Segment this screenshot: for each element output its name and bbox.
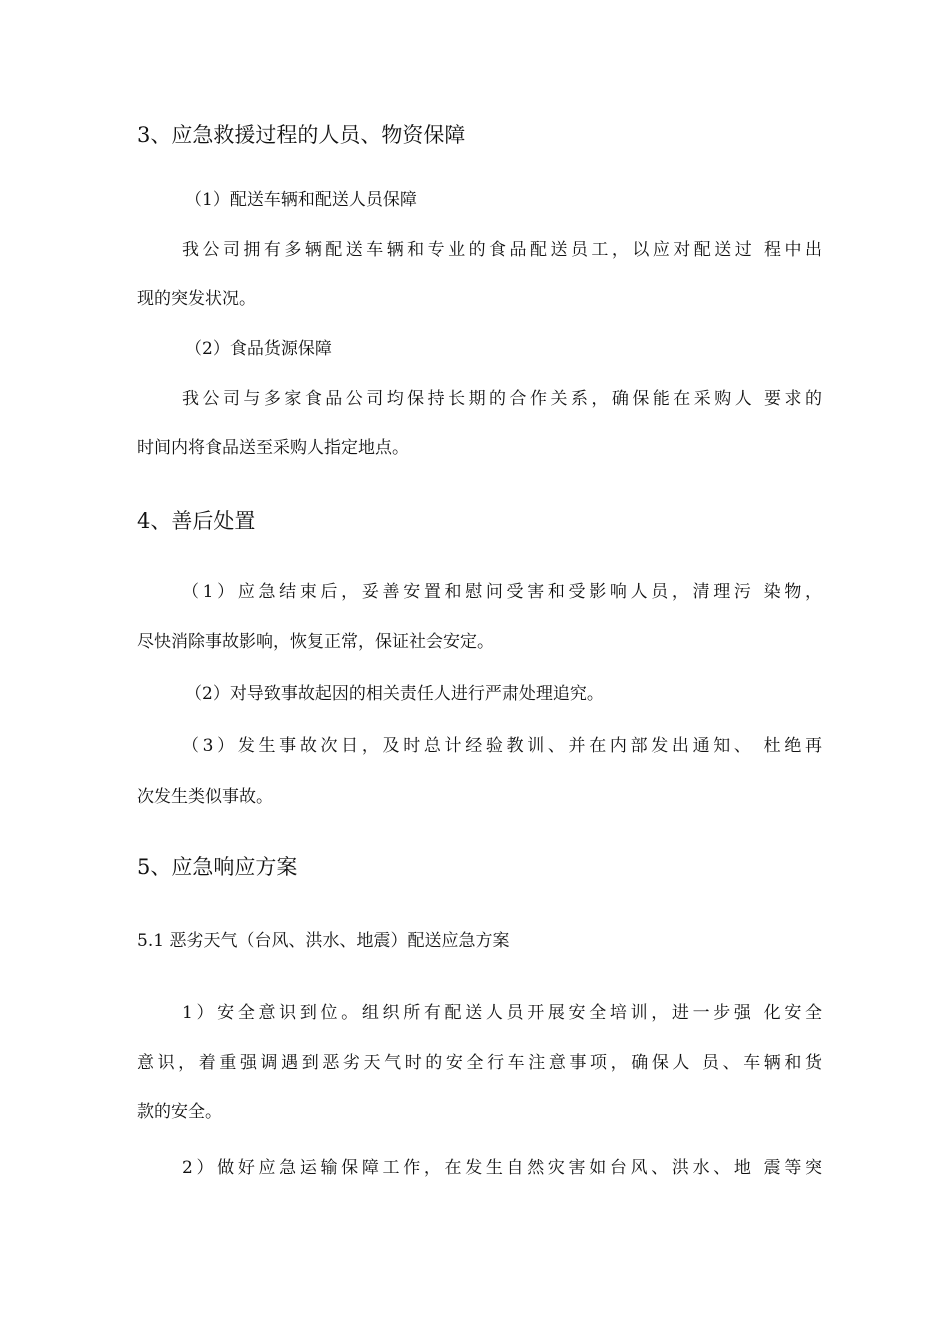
section-5-1-item2-line1: 2）做好应急运输保障工作，在发生自然灾害如台风、洪水、地 震等突	[182, 1158, 822, 1178]
section-3-sub2-line1: 我公司与多家食品公司均保持长期的合作关系，确保能在采购人 要求的	[182, 389, 822, 409]
section-5-1-item1-line3: 款的安全。	[137, 1102, 222, 1122]
section-4-item1-line1: （1）应急结束后，妥善安置和慰问受害和受影响人员，清理污 染物，	[182, 582, 822, 602]
section-5-1-item1-line1: 1）安全意识到位。组织所有配送人员开展安全培训，进一步强 化安全	[182, 1003, 822, 1023]
section-4-heading: 4、善后处置	[137, 509, 256, 533]
section-3-heading: 3、应急救援过程的人员、物资保障	[137, 123, 466, 147]
section-3-sub1-line2: 现的突发状况。	[137, 289, 256, 309]
section-3-sub1-title: （1）配送车辆和配送人员保障	[185, 190, 417, 210]
section-4-item1-line2: 尽快消除事故影响，恢复正常，保证社会安定。	[137, 632, 494, 652]
section-4-item3-line2: 次发生类似事故。	[137, 787, 273, 807]
section-4-item2-line1: （2）对导致事故起因的相关责任人进行严肃处理追究。	[185, 684, 604, 704]
section-5-heading: 5、应急响应方案	[137, 855, 298, 879]
section-3-sub2-title: （2）食品货源保障	[185, 339, 332, 359]
section-5-1-item1-line2: 意识，着重强调遇到恶劣天气时的安全行车注意事项，确保人 员、车辆和货	[137, 1053, 822, 1073]
section-3-sub2-line2: 时间内将食品送至采购人指定地点。	[137, 438, 409, 458]
section-5-1-heading: 5.1 恶劣天气（台风、洪水、地震）配送应急方案	[137, 931, 510, 951]
section-3-sub1-line1: 我公司拥有多辆配送车辆和专业的食品配送员工，以应对配送过 程中出	[182, 240, 822, 260]
section-4-item3-line1: （3）发生事故次日，及时总计经验教训、并在内部发出通知、 杜绝再	[182, 736, 822, 756]
